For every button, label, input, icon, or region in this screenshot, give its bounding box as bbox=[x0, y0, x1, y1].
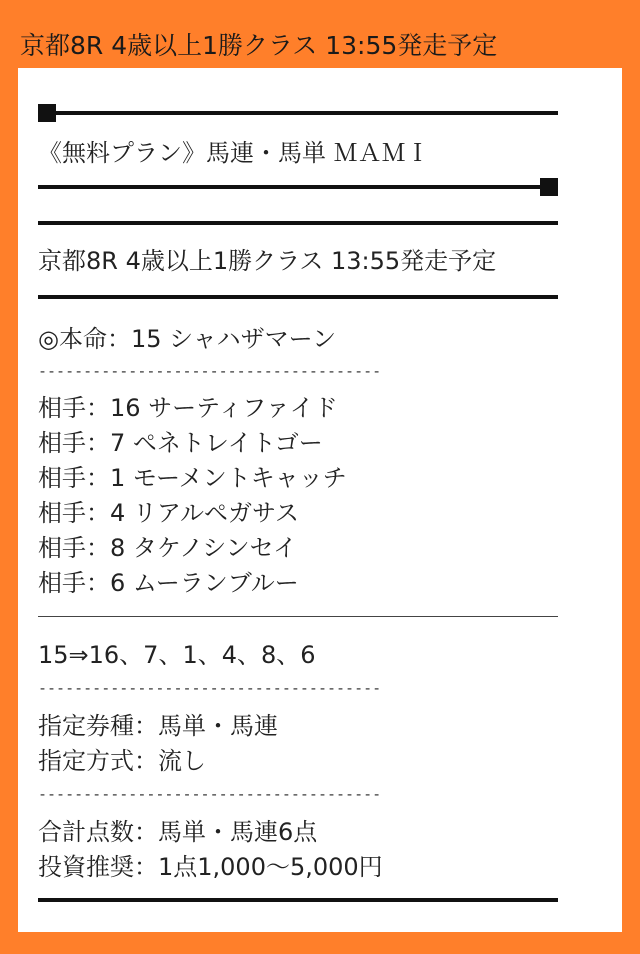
formation-line: 15⇒16、7、1、4、8、6 bbox=[38, 640, 316, 669]
race-line: 京都8R 4歳以上1勝クラス 13:55発走予定 bbox=[38, 246, 497, 275]
article-panel bbox=[18, 68, 622, 932]
race-top-rule bbox=[38, 206, 558, 240]
race-bottom-rule bbox=[38, 276, 558, 318]
rule-bar bbox=[38, 295, 558, 299]
aite-pick: 相手：6 ムーランブルー bbox=[38, 569, 299, 597]
aite-pick: 相手：4 リアルペガサス bbox=[38, 499, 299, 527]
ticket-method: 指定方式：流し bbox=[38, 747, 206, 775]
rule-bar bbox=[38, 221, 558, 225]
black-square-icon bbox=[540, 178, 558, 196]
dash-separator-1 bbox=[38, 354, 558, 388]
dashed-separator: -------------------------------------- bbox=[38, 785, 382, 803]
aite-pick: 相手：8 タケノシンセイ bbox=[38, 534, 297, 562]
aite-pick: 相手：7 ペネトレイトゴー bbox=[38, 429, 323, 457]
total-points: 合計点数：馬単・馬連6点 bbox=[38, 818, 318, 846]
dashed-separator: -------------------------------------- bbox=[38, 679, 382, 697]
plan-title: 《無料プラン》馬連・馬単 ＭＡＭＩ bbox=[38, 138, 430, 167]
top-decorative-rule bbox=[38, 94, 558, 132]
article-content bbox=[38, 90, 558, 918]
dash-separator-2 bbox=[38, 670, 558, 706]
black-square-icon bbox=[38, 104, 56, 122]
aite-pick: 相手：1 モーメントキャッチ bbox=[38, 464, 347, 492]
race-header-title: 京都8R 4歳以上1勝クラス 13:55発走予定 bbox=[20, 31, 498, 60]
aite-pick: 相手：16 サーティファイド bbox=[38, 394, 338, 422]
recommended-bet: 投資推奨：1点1,000〜5,000円 bbox=[38, 853, 383, 881]
rule-bar bbox=[38, 185, 540, 189]
ticket-type: 指定券種：馬単・馬連 bbox=[38, 712, 278, 740]
dash-separator-3 bbox=[38, 776, 558, 812]
dashed-separator: -------------------------------------- bbox=[38, 362, 382, 380]
honmei-pick: ◎本命：15 シャハザマーン bbox=[38, 324, 337, 353]
thin-separator bbox=[38, 598, 558, 634]
plan-title-bottom-rule bbox=[38, 168, 558, 206]
thin-rule bbox=[38, 616, 558, 617]
rule-bar bbox=[38, 898, 558, 902]
bottom-rule bbox=[38, 882, 558, 918]
rule-bar bbox=[56, 111, 558, 115]
